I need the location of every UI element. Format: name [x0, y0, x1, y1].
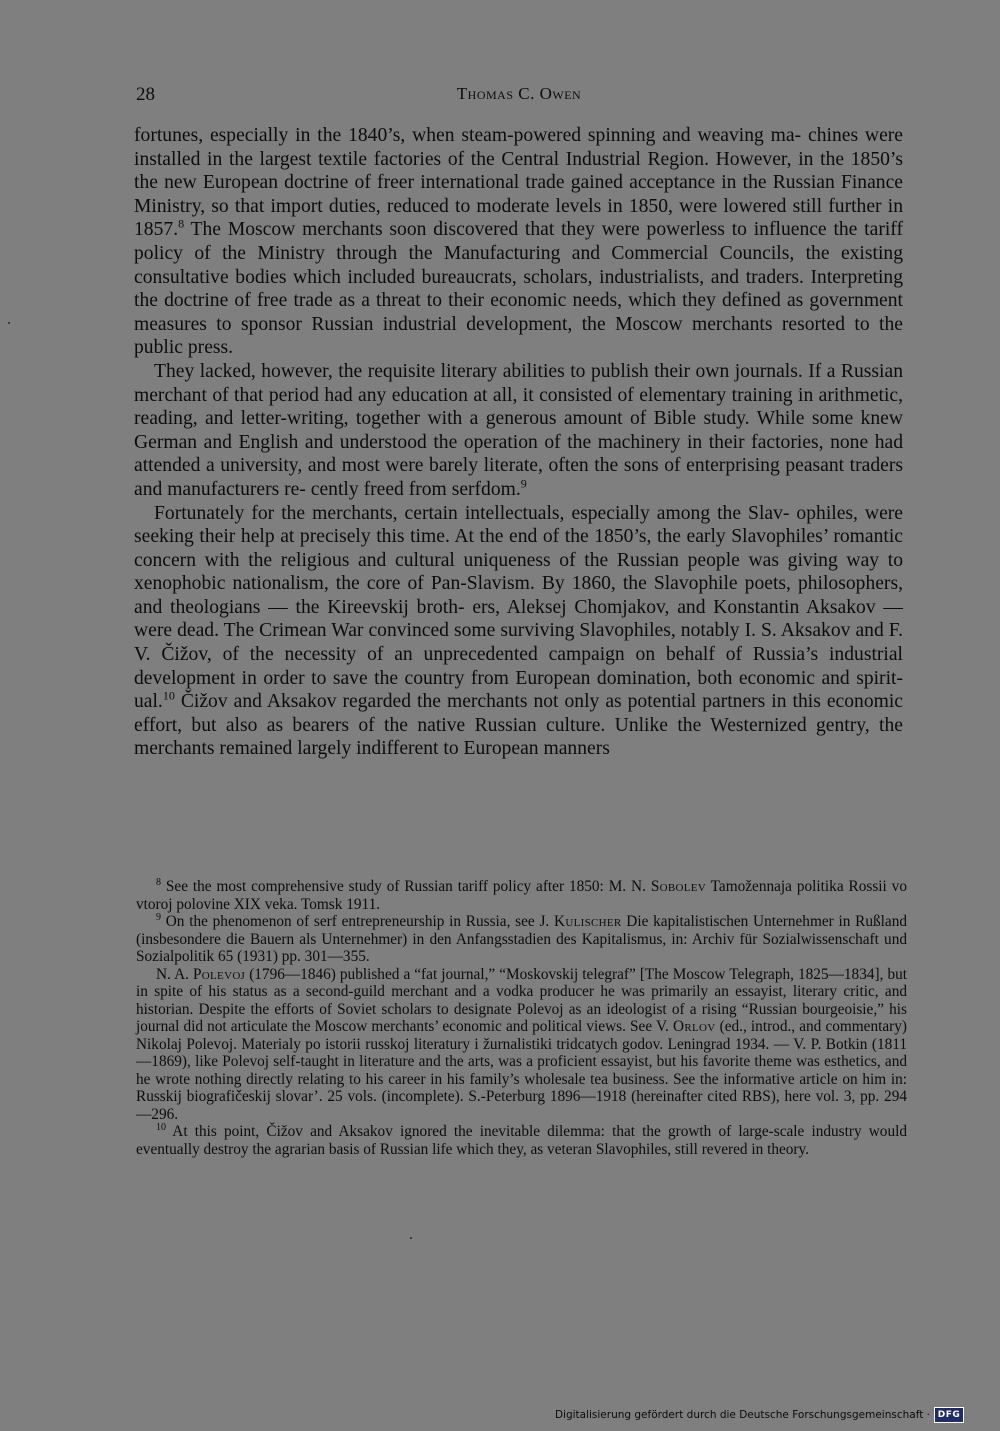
footnote-9: $^9$ On the phenomenon of serf entrepreneurship in Russia, see J. Kulischer Die kapitalistischen Unternehmer in Rußland (insbesondere die Bauern als Unternehmer) in den Anfangsstadien des Kapitalismus, in: Archiv für Sozialwissenschaft und Sozialpolitik 65 (1931) pp. 301—355. — [136, 911, 907, 965]
footnote-ref: 9 — [520, 476, 527, 491]
page-header — [136, 84, 902, 110]
credit-text: Digitalisierung gefördert durch die Deutsche Forschungsgemeinschaft · — [554, 1409, 930, 1421]
footnote-10: $^{10}$ At this point, Čižov and Aksakov ignored the inevitable dilemma: that the growth of large-scale industry would eventually destroy the agrarian basis of Russian life which they, as veteran Slavophiles, still revered in theory. — [136, 1121, 907, 1158]
running-head: Thomas C. Owen — [456, 84, 582, 103]
page-number: 28 — [136, 84, 155, 105]
body-text — [134, 124, 903, 761]
paragraph: They lacked, however, the requisite literary abilities to publish their own journals. If a Russian merchant of that period had any education at all, it consisted of elementary training in arithmetic, reading, and letter-writing, together with a generous amount of Bible study. While some knew German and English and understood the operation of the machinery in their factories, none had attended a university, and most were barely literate, often the sons of enterprising peasant traders and manufacturers re- cently freed from serfdom.$^9$ — [134, 360, 903, 500]
paragraph: fortunes, especially in the 1840’s, when steam-powered spinning and weaving ma- chines were installed in the largest textile factories of the Central Industrial Region. However, in the 1850’s the new European doctrine of freer international trade gained acceptance in the Russian Finance Ministry, so that import duties, reduced to moderate levels in 1850, were lowered still further in 1857.$^8$ The Moscow merchants soon discovered that they were powerless to influence the tariff policy of the Ministry through the Manufacturing and Commercial Councils, the existing consultative bodies which included bureaucrats, scholars, industrialists, and traders. Interpreting the doctrine of free trade as a threat to their economic needs, which they defined as government measures to sponsor Russian industrial development, the Moscow merchants resorted to the public press. — [134, 125, 903, 359]
footnote-9-continued: N. A. Polevoj (1796—1846) published a “fat journal,” “Moskovskij telegraf” [The Moscow Telegraph, 1825—1834], but in spite of his status as a second-guild merchant and a vodka producer he was primarily an essayist, literary critic, and historian. Despite the efforts of Soviet scholars to designate Polevoj as an ideologist of a rising “Russian bourgeoisie,” his journal did not articulate the Moscow merchants’ economic and political views. See V. Orlov (ed., introd., and commentary) Nikolaj Polevoj. Materialy po istorii russkoj literatury i žurnalistiki tridcatych godov. Leningrad 1934. — V. P. Botkin (1811—1869), like Polevoj self-taught in literature and the arts, was a proficient essayist, but his favorite theme was esthetics, and he wrote nothing directly relating to his career in his family’s wholesale tea business. See the informative article on him in: Russkij biografičeskij slovar’. 25 vols. (incomplete). S.-Peterburg 1896—1918 (hereinafter cited RBS), here vol. 3, pp. 294—296. — [136, 965, 907, 1123]
scan-speck — [410, 1237, 412, 1239]
dfg-logo: DFG — [934, 1407, 964, 1423]
footnotes — [136, 878, 907, 1158]
footnote-8: $^8$ See the most comprehensive study of Russian tariff policy after 1850: M. N. Sobolev Tamožennaja politika Rossii vo vtoroj polovine XIX veka. Tomsk 1911. — [136, 876, 907, 913]
paragraph: Fortunately for the merchants, certain intellectuals, especially among the Slav- ophiles, were seeking their help at precisely this time. At the end of the 1850’s, the early Slavophiles’ romantic concern with the religious and cultural uniqueness of the Russian people was giving way to xenophobic nationalism, the core of Pan-Slavism. By 1860, the Slavophile poets, philosophers, and theologians — the Kireevskij broth- ers, Aleksej Chomjakov, and Konstantin Aksakov — were dead. The Crimean War convinced some surviving Slavophiles, notably I. S. Aksakov and F. V. Čižov, of the necessity of an unprecedented campaign on behalf of Russia’s industrial development in order to save the country from European domination, both economic and spirit- ual.$^{10}$ Čižov and Aksakov regarded the merchants not only as potential partners in this economic effort, but also as bearers of the native Russian culture. Unlike the Westernized gentry, the merchants remained largely indifferent to European manners — [134, 502, 903, 760]
footnote-ref: 8 — [178, 216, 185, 231]
footnote-ref: 10 — [162, 688, 175, 703]
digitization-credit — [555, 1407, 964, 1423]
scan-speck — [8, 322, 10, 324]
